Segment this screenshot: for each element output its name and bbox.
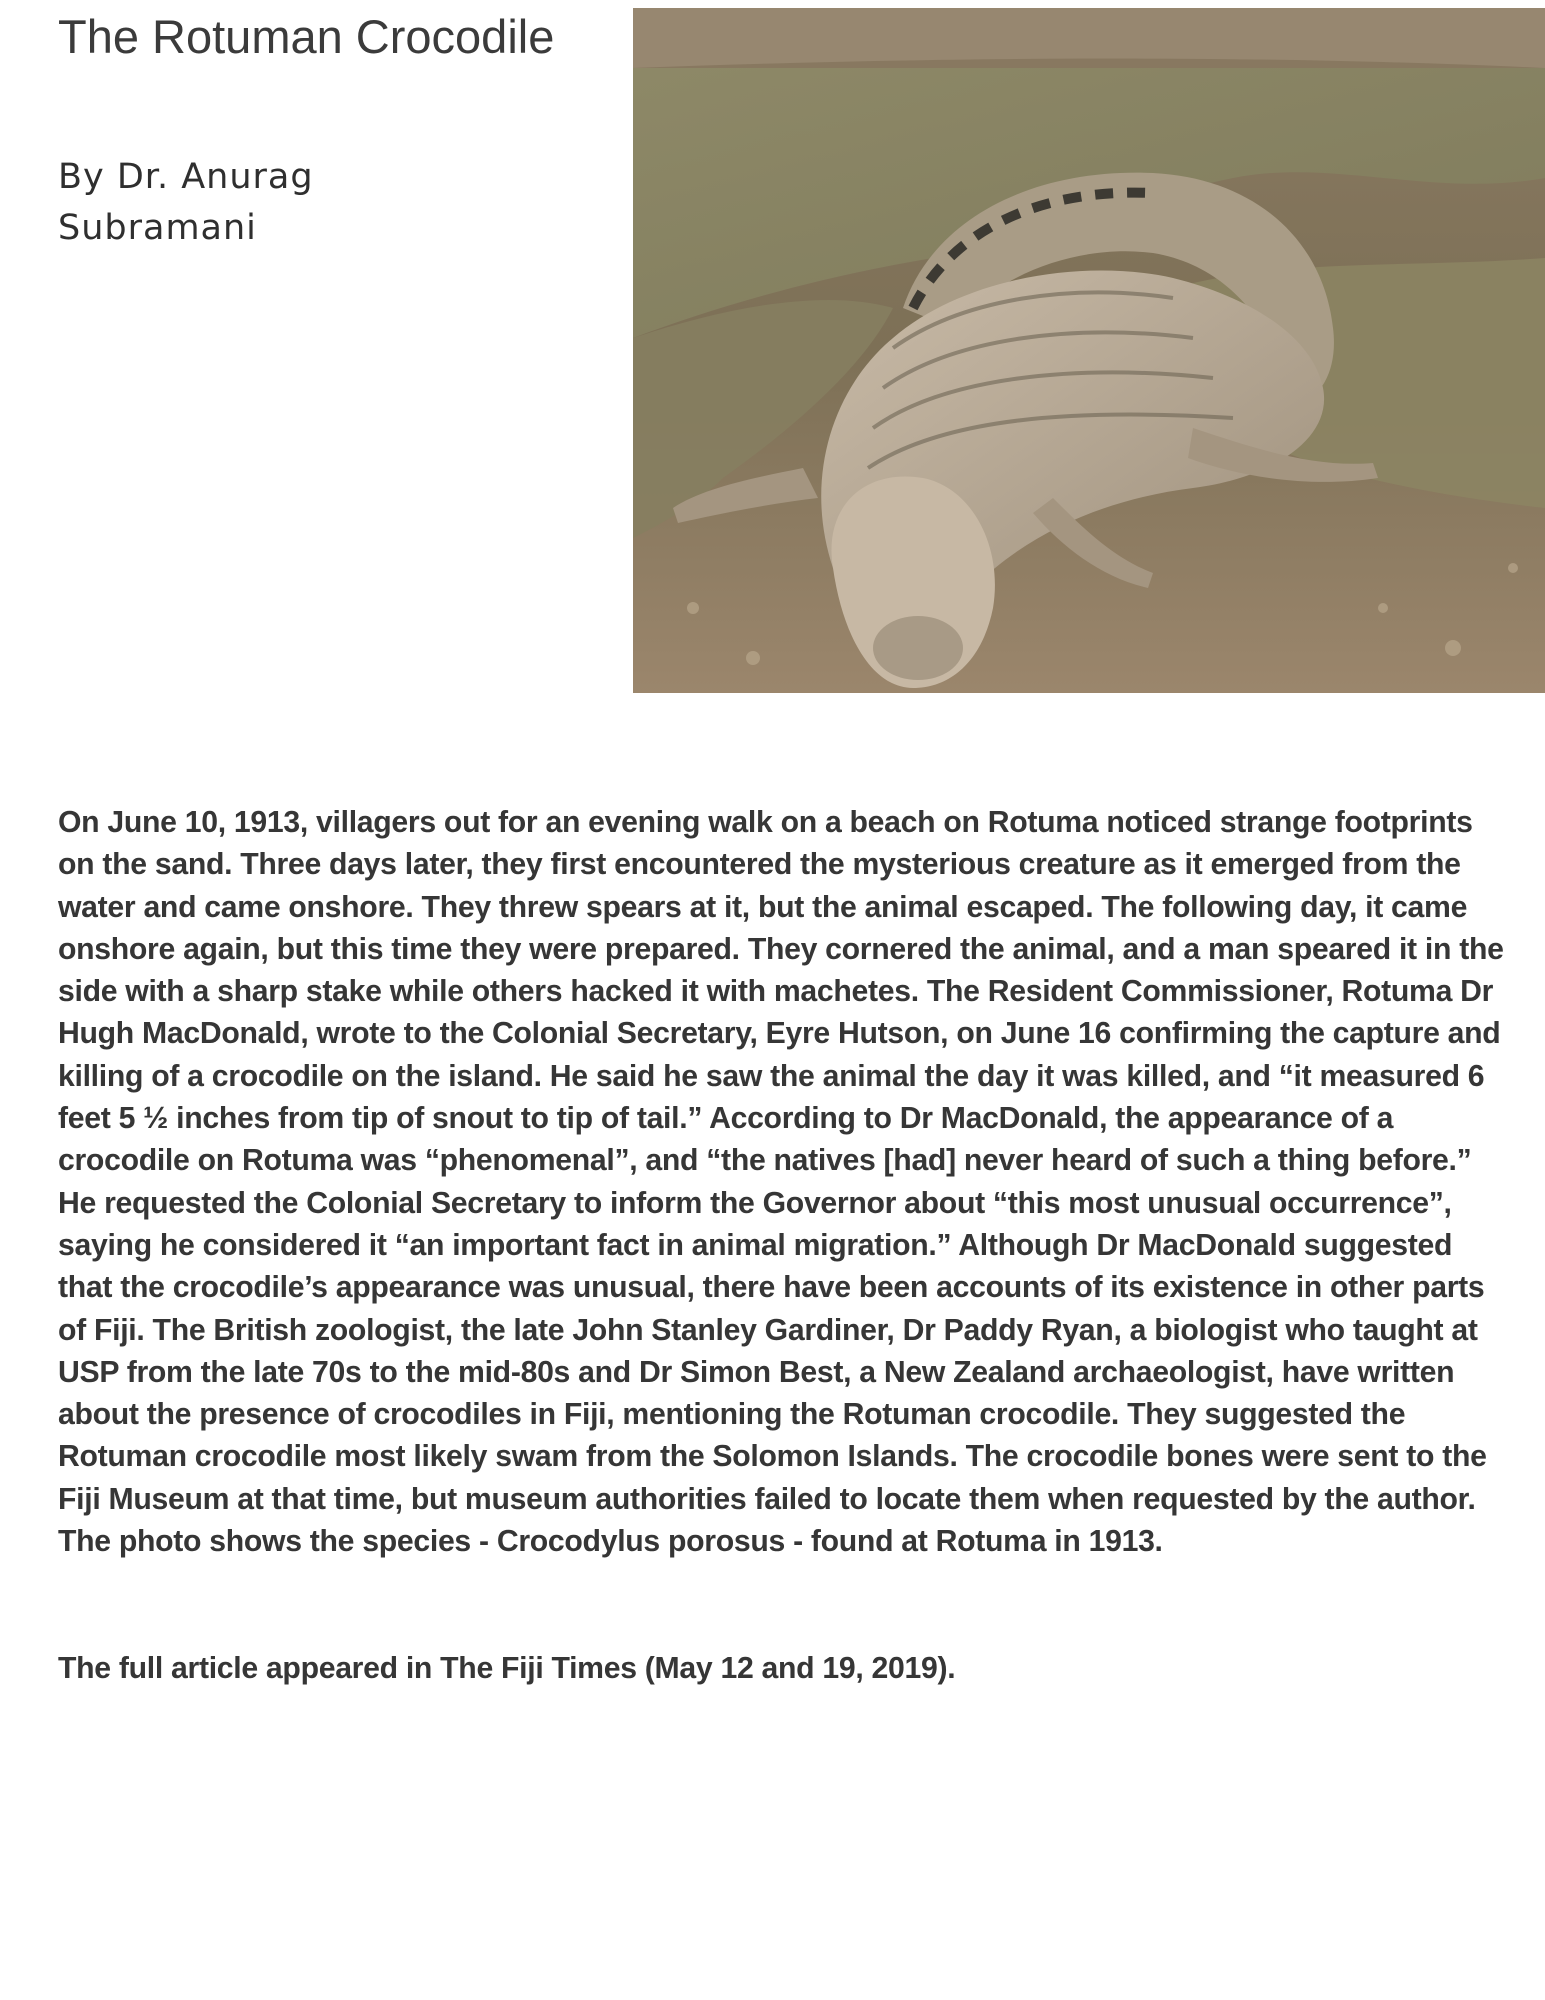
article-body: On June 10, 1913, villagers out for an evening walk on a beach on Rotuma noticed strange footprints on the sand. Three days later, they first encountered the mysterious creature as it emerged from the water and came onshore. They threw spears at it, but the animal escaped. The following day, it came onshore again, but this time they were prepared. They cornered the animal, and a man speared it in the side with a sharp stake while others hacked it with machetes. The Resident Commissioner, Rotuma Dr Hugh MacDonald, wrote to the Colonial Secretary, Eyre Hutson, on June 16 confirming the capture and killing of a crocodile on the island. He said he saw the animal the day it was killed, and “it measured 6 feet 5 ½ inches from tip of snout to tip of tail.” According to Dr MacDonald, the appearance of a crocodile on Rotuma was “phenomenal”, and “the natives [had] never heard of such a thing before.” He requested the Colonial Secretary to inform the Governor about “this most unusual occurrence”, saying he considered it “an important fact in animal migration.” Although Dr MacDonald suggested that the crocodile’s appearance was unusual, there have been accounts of its existence in other parts of Fiji. The British zoologist, the late John Stanley Gardiner, Dr Paddy Ryan, a biologist who taught at USP from the late 70s to the mid-80s and Dr Simon Best, a New Zealand archaeologist, have written about the presence of crocodiles in Fiji, mentioning the Rotuman crocodile. They suggested the Rotuman crocodile most likely swam from the Solomon Islands. The crocodile bones were sent to the Fiji Museum at that time, but museum authorities failed to locate them when requested by the author. The photo shows the species - Crocodylus porosus - found at Rotuma in 1913. (58, 806, 1504, 1559)
author-byline: By Dr. Anurag Subramani (58, 157, 314, 248)
article-title: The Rotuman Crocodile (58, 10, 555, 63)
crocodile-photo (633, 8, 1545, 693)
source-note: The full article appeared in The Fiji Times (May 12 and 19, 2019). (58, 1652, 956, 1685)
